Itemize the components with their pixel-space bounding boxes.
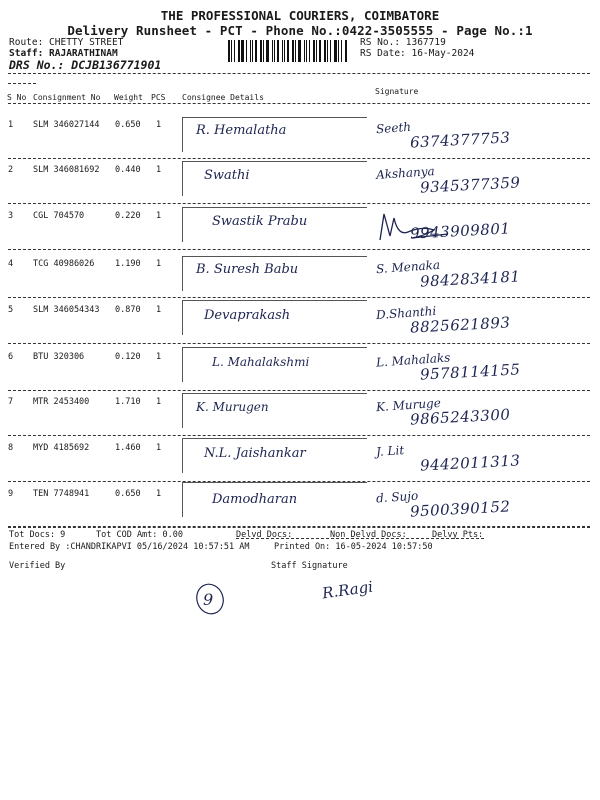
- row-sno: 6: [8, 352, 14, 362]
- divider: [8, 526, 590, 527]
- receiver-signature: S. Menaka: [375, 257, 441, 277]
- row-sno: 2: [8, 165, 14, 175]
- barcode-bar: [260, 40, 262, 62]
- row-consignment-no: TCG 40986026: [33, 259, 95, 269]
- row-pcs: 1: [156, 352, 162, 362]
- row-consignment-no: MYD 4185692: [33, 443, 90, 453]
- barcode-bar: [295, 40, 296, 62]
- row-consignment-no: SLM 346027144: [33, 120, 100, 130]
- row-pcs: 1: [156, 443, 162, 453]
- receiver-phone: 8825621893: [409, 313, 511, 337]
- row-pcs: 1: [156, 259, 162, 269]
- consignee-name: Swastik Prabu: [212, 214, 308, 229]
- barcode-bar: [334, 40, 337, 62]
- signature-scribble: [374, 206, 454, 246]
- row-sno: 8: [8, 443, 14, 453]
- barcode-bar: [316, 40, 317, 62]
- row-weight: 0.120: [115, 352, 141, 362]
- barcode-bar: [306, 40, 307, 62]
- receiver-phone: 9442011313: [419, 451, 521, 475]
- runsheet-subtitle: Delivery Runsheet - PCT - Phone No.:0422-3505555 - Page No.:1: [67, 23, 533, 38]
- barcode-bar: [282, 40, 283, 62]
- col-weight: Weight: [114, 93, 143, 102]
- barcode-bar: [292, 40, 294, 62]
- row-sno: 1: [8, 120, 14, 130]
- entered-by: Entered By :CHANDRIKAPVI 05/16/2024 10:57:51 AM: [9, 542, 250, 552]
- barcode-bar: [330, 40, 331, 62]
- row-divider: [8, 297, 590, 298]
- consignee-name: K. Murugen: [196, 400, 269, 414]
- company-title: THE PROFESSIONAL COURIERS, COIMBATORE: [160, 8, 440, 23]
- row-sno: 5: [8, 305, 14, 315]
- row-pcs: 1: [156, 305, 162, 315]
- row-pcs: 1: [156, 165, 162, 175]
- row-pcs: 1: [156, 120, 162, 130]
- drs-number: DRS No.: DCJB136771901: [9, 58, 162, 72]
- divider: [8, 83, 36, 84]
- total-cod: Tot COD Amt: 0.00: [96, 530, 183, 540]
- col-sno: S No: [7, 93, 27, 102]
- row-divider: [8, 249, 590, 250]
- barcode-bar: [238, 40, 240, 62]
- receiver-phone: 9345377359: [419, 173, 521, 197]
- rs-number: RS No.: 1367719: [360, 37, 446, 48]
- receiver-phone: 6374377753: [409, 128, 511, 152]
- consignee-name: N.L. Jaishankar: [204, 446, 306, 461]
- consignee-name: L. Mahalakshmi: [212, 355, 310, 369]
- row-consignment-no: CGL 704570: [33, 211, 85, 221]
- receiver-phone: 9578114155: [419, 360, 521, 384]
- total-docs: Tot Docs: 9: [9, 530, 66, 540]
- col-consignee: Consignee Details: [182, 93, 264, 102]
- staff-label: Staff: RAJARATHINAM: [9, 48, 118, 59]
- row-divider: [8, 203, 590, 204]
- row-sno: 4: [8, 259, 14, 269]
- row-divider: [8, 390, 590, 391]
- divider: [8, 103, 590, 104]
- barcode-bar: [345, 40, 347, 62]
- barcode-bar: [234, 40, 235, 62]
- staff-signature-scrawl: R.Ragi: [320, 577, 375, 603]
- row-weight: 1.460: [115, 443, 141, 453]
- rs-date: RS Date: 16-May-2024: [360, 48, 475, 59]
- barcode-bar: [287, 40, 289, 62]
- consignee-name: Damodharan: [212, 492, 298, 507]
- barcode-bar: [309, 40, 310, 62]
- consignee-name: R. Hemalatha: [196, 123, 287, 138]
- barcode-bar: [284, 40, 285, 62]
- barcode-icon: [228, 40, 352, 62]
- consignee-name: B. Suresh Babu: [196, 262, 299, 277]
- barcode-bar: [338, 40, 339, 62]
- staff-signature-label: Staff Signature: [271, 561, 348, 571]
- barcode-bar: [246, 40, 247, 62]
- receiver-signature: Seeth: [375, 119, 412, 137]
- consignee-name: Devaprakash: [204, 308, 291, 323]
- row-consignment-no: TEN 7748941: [33, 489, 90, 499]
- receiver-phone: 9943909801: [409, 219, 511, 243]
- barcode-bar: [319, 40, 321, 62]
- barcode-bar: [252, 40, 253, 62]
- row-pcs: 1: [156, 397, 162, 407]
- barcode-bar: [266, 40, 269, 62]
- row-consignment-no: SLM 346081692: [33, 165, 100, 175]
- route-label: Route: CHETTY STREET: [9, 37, 124, 48]
- row-weight: 0.440: [115, 165, 141, 175]
- row-consignment-no: BTU 320306: [33, 352, 85, 362]
- hand-drawn-number-mark: [190, 578, 238, 618]
- col-signature: Signature: [375, 87, 419, 96]
- row-pcs: 1: [156, 211, 162, 221]
- receiver-phone: 9865243300: [409, 405, 511, 429]
- receiver-signature: K. Muruge: [375, 395, 442, 415]
- barcode-bar: [277, 40, 279, 62]
- barcode-bar: [274, 40, 275, 62]
- barcode-bar: [231, 40, 232, 62]
- row-divider: [8, 343, 590, 344]
- row-weight: 0.650: [115, 120, 141, 130]
- receiver-phone: 9500390152: [409, 497, 511, 521]
- row-weight: 0.650: [115, 489, 141, 499]
- row-consignment-no: MTR 2453400: [33, 397, 90, 407]
- barcode-bar: [241, 40, 244, 62]
- consignee-name: Swathi: [204, 168, 250, 183]
- row-divider: [8, 158, 590, 159]
- row-sno: 7: [8, 397, 14, 407]
- stamp-number: 9: [203, 590, 214, 609]
- receiver-signature: D.Shanthi: [375, 303, 437, 323]
- row-pcs: 1: [156, 489, 162, 499]
- barcode-bar: [250, 40, 251, 62]
- barcode-bar: [255, 40, 257, 62]
- row-divider: [8, 435, 590, 436]
- barcode-bar: [263, 40, 264, 62]
- printed-on: Printed On: 16-05-2024 10:57:50: [274, 542, 433, 552]
- barcode-bar: [272, 40, 273, 62]
- receiver-phone: 9842834181: [419, 267, 521, 291]
- row-weight: 1.190: [115, 259, 141, 269]
- row-weight: 0.220: [115, 211, 141, 221]
- row-weight: 0.870: [115, 305, 141, 315]
- barcode-bar: [228, 40, 230, 62]
- divider: [236, 538, 484, 539]
- receiver-signature: L. Mahalaks: [375, 350, 451, 370]
- non-delivered-docs: Non Delvd Docs:: [330, 530, 407, 540]
- divider: [8, 73, 590, 74]
- barcode-bar: [304, 40, 305, 62]
- receiver-signature: d. Sujo: [375, 488, 419, 506]
- barcode-bar: [341, 40, 342, 62]
- barcode-bar: [324, 40, 326, 62]
- barcode-bar: [298, 40, 301, 62]
- row-weight: 1.710: [115, 397, 141, 407]
- row-consignment-no: SLM 346054343: [33, 305, 100, 315]
- verified-by: Verified By: [9, 561, 66, 571]
- delivery-points: Delvy Pts:: [432, 530, 484, 540]
- row-divider: [8, 527, 590, 528]
- col-pcs: PCS: [151, 93, 166, 102]
- delivered-docs: Delvd Docs:: [236, 530, 293, 540]
- row-sno: 3: [8, 211, 14, 221]
- col-consignment: Consignment No: [33, 93, 101, 102]
- receiver-signature: Akshanya: [375, 163, 436, 183]
- barcode-bar: [313, 40, 315, 62]
- row-sno: 9: [8, 489, 14, 499]
- barcode-bar: [327, 40, 328, 62]
- receiver-signature: J. Lit: [375, 443, 405, 459]
